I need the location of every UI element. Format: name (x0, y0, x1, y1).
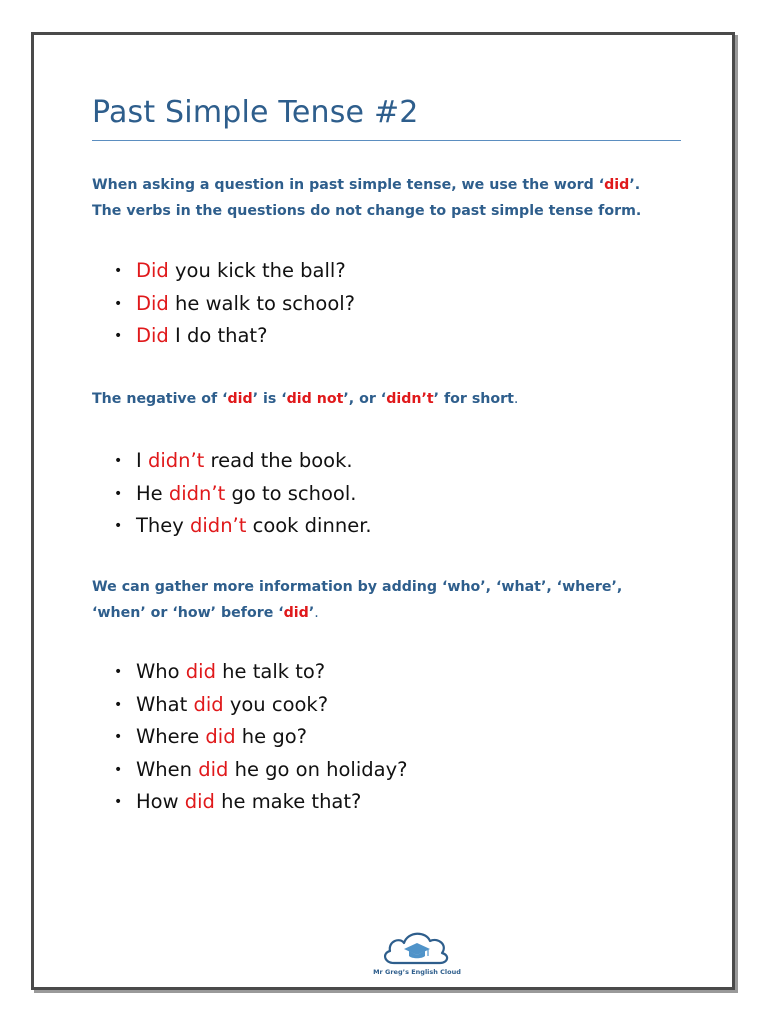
list-item: • Did he walk to school? (114, 288, 355, 321)
section3-intro-line1: We can gather more information by adding ‘who’, ‘what’, ‘where’, (92, 579, 623, 595)
page-frame (31, 32, 735, 990)
list-item: • I didn’t read the book. (114, 445, 372, 478)
list-item: • He didn’t go to school. (114, 478, 372, 511)
logo (354, 925, 480, 985)
list-item: • When did he go on holiday? (114, 754, 407, 787)
list-item: • How did he make that? (114, 786, 407, 819)
section3-intro-line2: ‘when’ or ‘how’ before ‘did’. (92, 605, 319, 621)
bullet-icon: • (114, 485, 123, 502)
section1-intro-line1: When asking a question in past simple tense, we use the word ‘did’. (92, 177, 641, 193)
title-underline (92, 140, 681, 141)
logo-caption: Mr Greg’s English Cloud (373, 968, 461, 976)
bullet-icon: • (114, 453, 123, 469)
list-item: • Where did he go? (114, 721, 407, 754)
highlight-did: did (604, 177, 630, 193)
bullet-icon: • (114, 729, 123, 745)
bullet-icon: • (114, 794, 123, 810)
list-item: • Did you kick the ball? (114, 255, 355, 288)
bullet-icon: • (114, 295, 123, 312)
section2-bullet-list (114, 445, 372, 543)
section1-bullet-list (114, 255, 355, 353)
section3-intro (92, 574, 712, 626)
bullet-icon: • (114, 328, 123, 344)
bullet-icon: • (114, 664, 123, 680)
section1-intro (92, 172, 712, 224)
bullet-icon: • (114, 263, 123, 279)
bullet-icon: • (114, 696, 123, 713)
section2-intro-line1: The negative of ‘did’ is ‘did not’, or ‘didn’t’ for short. (92, 391, 519, 407)
page-title: Past Simple Tense #2 (92, 95, 419, 130)
bullet-icon: • (114, 761, 123, 778)
section2-intro (92, 386, 712, 412)
cloud-graduation-cap-icon (354, 925, 480, 969)
list-item: • They didn’t cook dinner. (114, 510, 372, 543)
list-item: • Who did he talk to? (114, 656, 407, 689)
bullet-icon: • (114, 518, 123, 534)
list-item: • What did you cook? (114, 689, 407, 722)
section3-bullet-list (114, 656, 407, 819)
section1-intro-line2: The verbs in the questions do not change to past simple tense form. (92, 203, 642, 219)
list-item: • Did I do that? (114, 320, 355, 353)
